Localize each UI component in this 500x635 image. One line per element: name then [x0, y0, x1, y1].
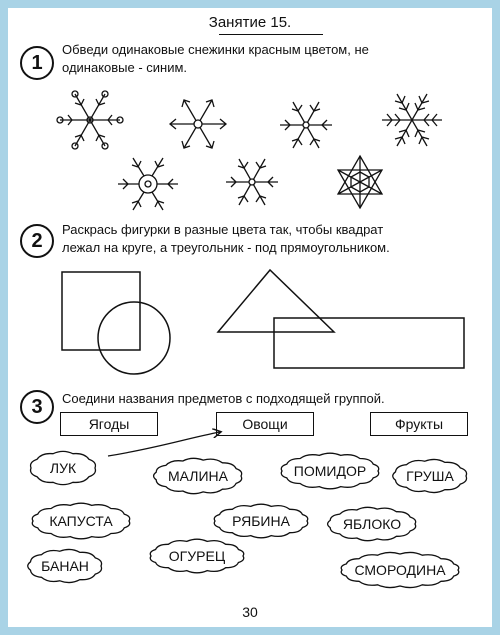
item-label: БАНАН: [41, 558, 89, 574]
item-label: ПОМИДОР: [293, 463, 367, 479]
group-box-berries[interactable]: Ягоды: [60, 412, 158, 436]
triangle-shape: [218, 270, 334, 332]
snowflake-1: [57, 91, 123, 149]
item-cloud[interactable]: [393, 459, 467, 492]
task-3-number: 3: [20, 390, 54, 424]
task-1-line-2: одинаковые - синим.: [62, 60, 188, 75]
item-cloud[interactable]: [281, 453, 378, 489]
item-label: ЯБЛОКО: [342, 516, 402, 532]
item-cloud[interactable]: [31, 451, 96, 484]
snowflake-3: [280, 102, 332, 148]
snowflake-4: [382, 94, 442, 146]
item-label: ЛУК: [49, 460, 77, 476]
circle-shape: [98, 302, 170, 374]
example-arrow: [108, 432, 220, 456]
snowflake-2: [170, 100, 226, 148]
item-cloud[interactable]: [28, 549, 102, 582]
task-2-line-2: лежал на круге, а треугольник - под прямоугольником.: [62, 240, 390, 255]
item-label: КАПУСТА: [49, 513, 113, 529]
item-cloud[interactable]: [328, 507, 416, 540]
group-box-fruits[interactable]: Фрукты: [370, 412, 468, 436]
snowflake-5: [118, 158, 178, 210]
item-label: ОГУРЕЦ: [168, 548, 226, 564]
worksheet-page: [8, 8, 492, 627]
page-title: Занятие 15.: [208, 14, 292, 31]
item-cloud[interactable]: [32, 503, 129, 539]
snowflake-6: [226, 159, 278, 205]
item-label: РЯБИНА: [232, 513, 290, 529]
snowflake-7: [338, 156, 382, 208]
item-label: МАЛИНА: [167, 468, 229, 484]
task-1-number: 1: [20, 46, 54, 80]
task-2-line-1: Раскрась фигурки в разные цвета так, чтобы квадрат: [62, 222, 384, 237]
page-number: 30: [242, 604, 258, 620]
square-shape: [62, 272, 140, 350]
item-cloud[interactable]: [341, 552, 459, 587]
item-label: СМОРОДИНА: [354, 562, 446, 578]
item-label: ГРУША: [406, 468, 454, 484]
group-box-vegetables[interactable]: Овощи: [216, 412, 314, 436]
item-cloud[interactable]: [150, 539, 243, 573]
item-cloud[interactable]: [214, 504, 307, 538]
rectangle-shape: [274, 318, 464, 368]
task-3-line-1: Соедини названия предметов с подходящей группой.: [62, 391, 385, 406]
task-2-number: 2: [20, 224, 54, 258]
item-cloud[interactable]: [154, 458, 242, 493]
task-1-line-1: Обведи одинаковые снежинки красным цветом, не: [62, 42, 369, 57]
drawings: [8, 8, 492, 627]
